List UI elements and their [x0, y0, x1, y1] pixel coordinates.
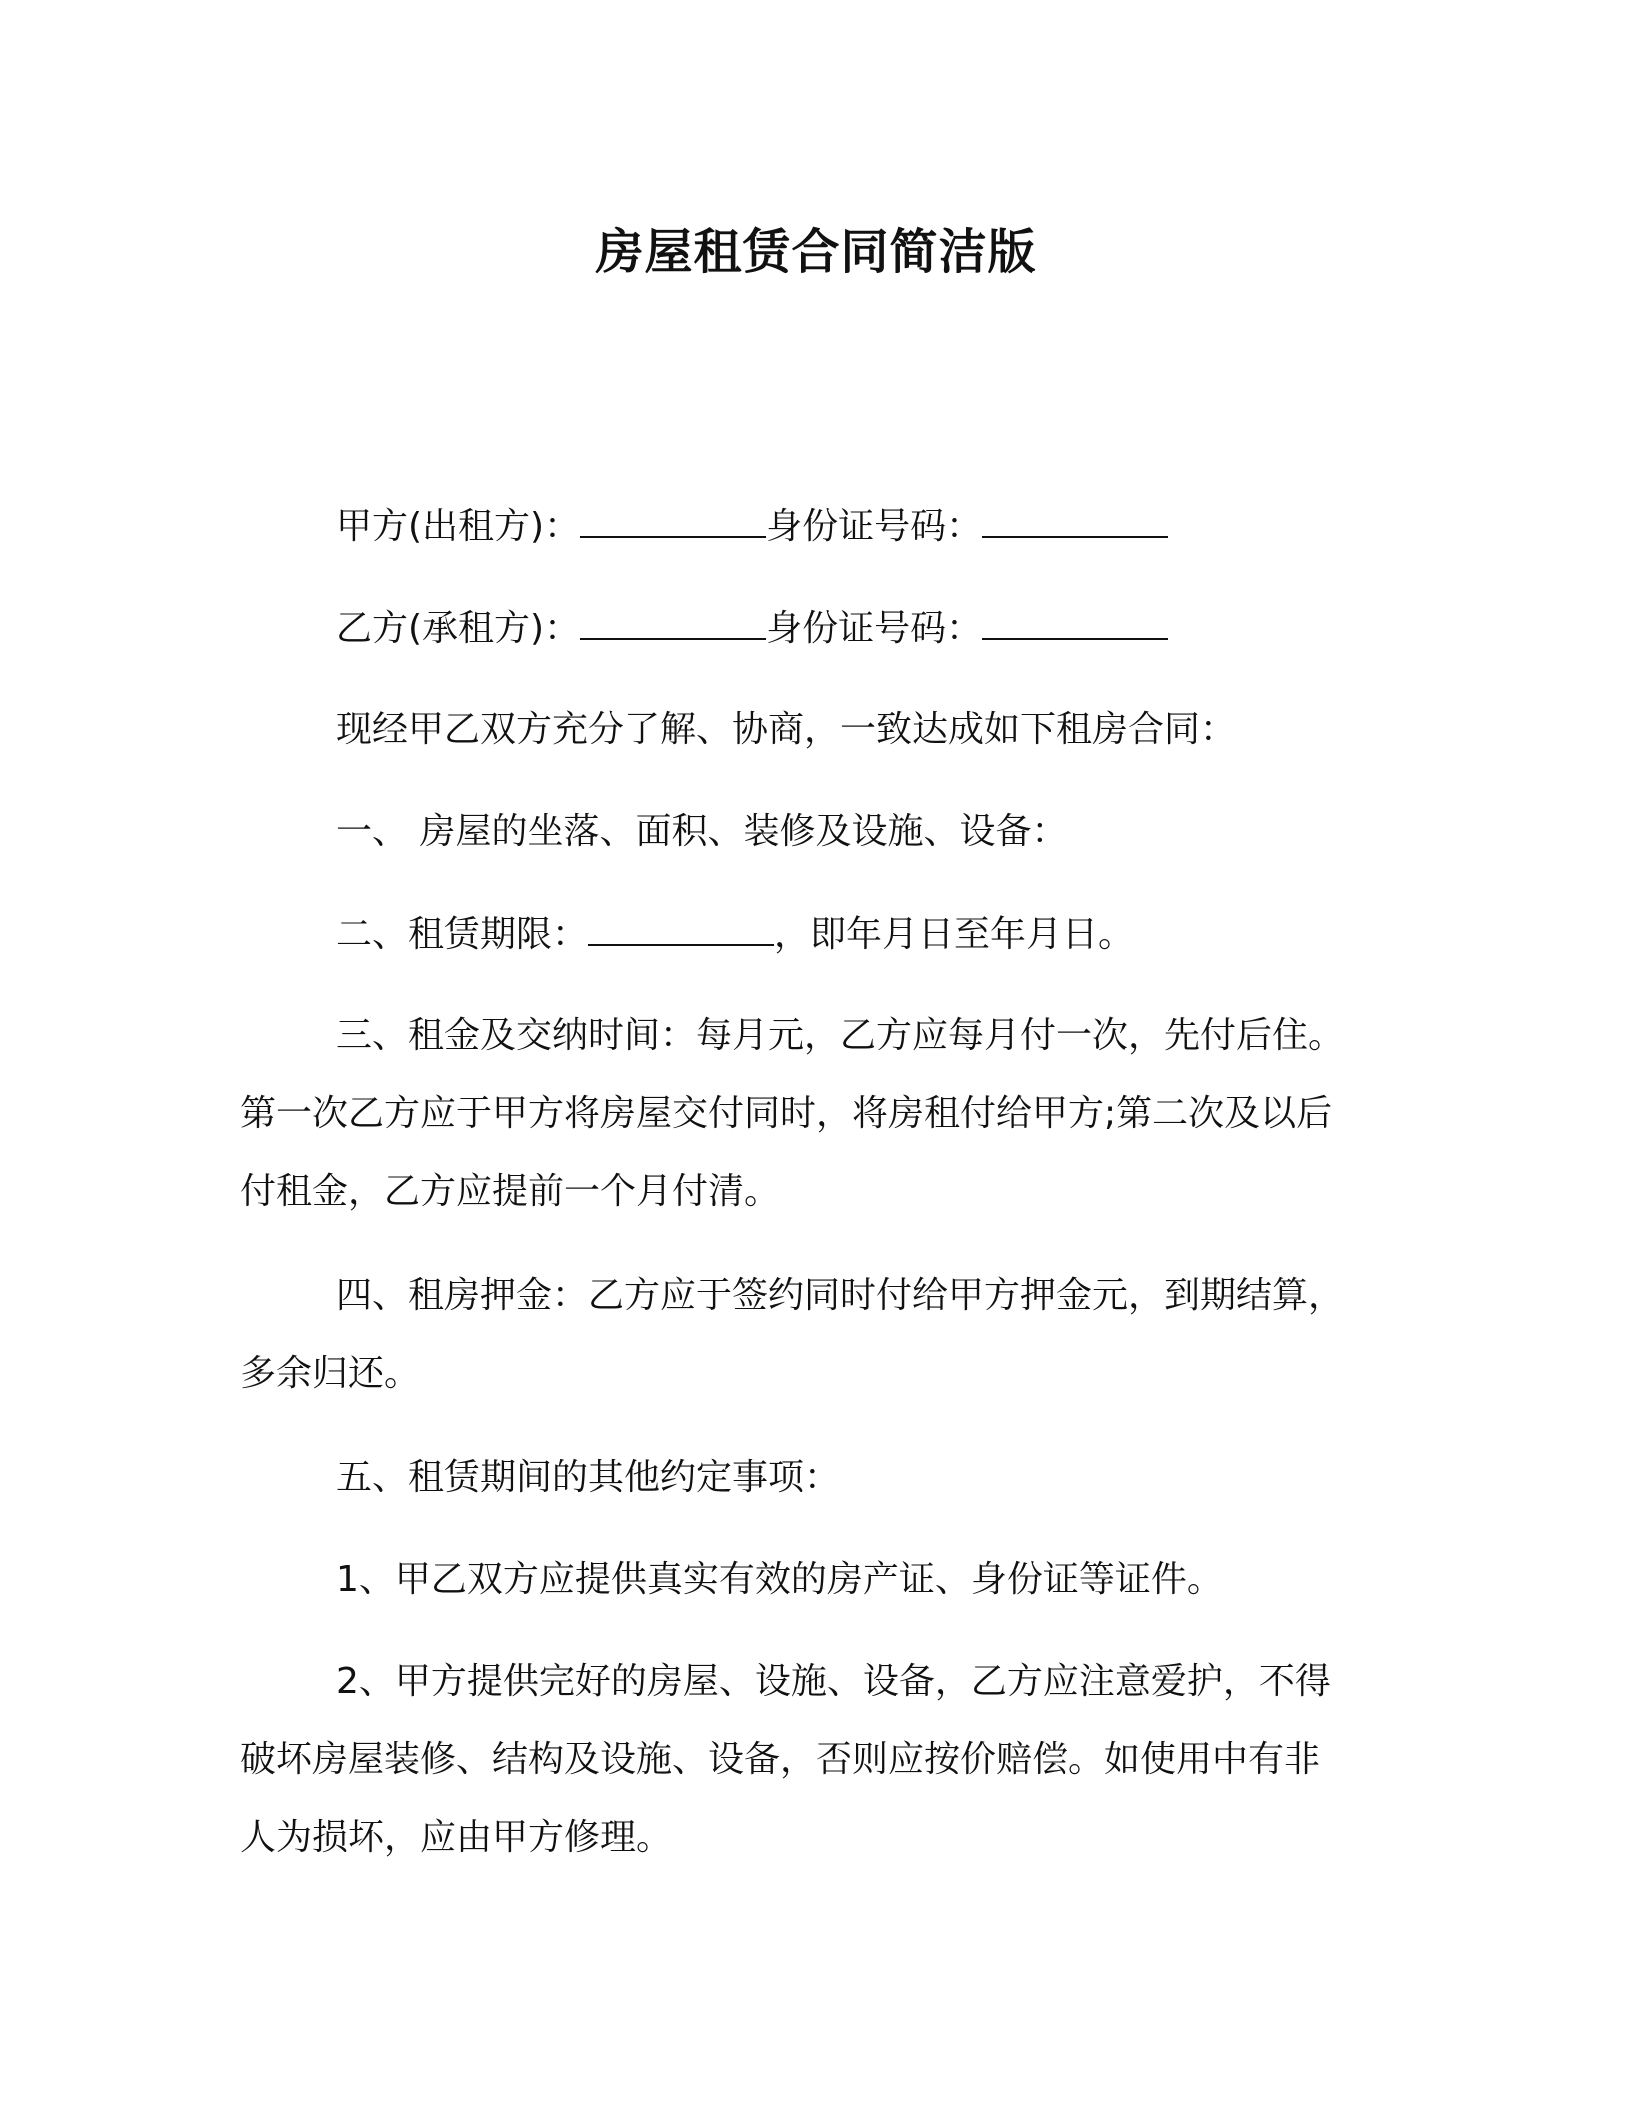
- party-a-id-blank: [982, 502, 1168, 538]
- party-a-id-label: 身份证号码：: [766, 506, 983, 547]
- party-a-label: 甲方(出租方)：: [336, 506, 581, 547]
- party-a-line: [336, 502, 1168, 551]
- party-b-name-blank: [580, 604, 766, 640]
- party-b-label: 乙方(承租方)：: [336, 608, 581, 649]
- clause-3-line-1: 三、租金及交纳时间：每月元，乙方应每月付一次，先付后住。: [336, 1015, 1345, 1056]
- intro-paragraph: 现经甲乙双方充分了解、协商，一致达成如下租房合同：: [336, 709, 1237, 750]
- clause-5: 五、租赁期间的其他约定事项：: [336, 1457, 841, 1498]
- clause-2: [336, 910, 1134, 959]
- lease-term-blank: [588, 910, 774, 946]
- clause-2-prefix: 二、租赁期限：: [336, 914, 589, 955]
- party-a-name-blank: [580, 502, 766, 538]
- item-2-line-1: 2、甲方提供完好的房屋、设施、设备，乙方应注意爱护，不得: [336, 1661, 1331, 1702]
- clause-3-line-3: 付租金，乙方应提前一个月付清。: [240, 1171, 781, 1212]
- clause-4-line-2: 多余归还。: [240, 1353, 421, 1394]
- page-title: 房屋租赁合同简洁版: [595, 224, 1037, 280]
- party-b-id-label: 身份证号码：: [766, 608, 983, 649]
- clause-3-line-2: 第一次乙方应于甲方将房屋交付同时，将房租付给甲方;第二次及以后: [240, 1093, 1333, 1134]
- clause-1: 一、 房屋的坐落、面积、装修及设施、设备：: [336, 811, 1068, 852]
- item-2-line-3: 人为损坏，应由甲方修理。: [240, 1817, 673, 1858]
- item-1: 1、甲乙双方应提供真实有效的房产证、身份证等证件。: [336, 1559, 1223, 1600]
- item-2-line-2: 破坏房屋装修、结构及设施、设备，否则应按价赔偿。如使用中有非: [240, 1739, 1321, 1780]
- party-b-id-blank: [982, 604, 1168, 640]
- party-b-line: [336, 604, 1168, 653]
- clause-2-suffix: ，即年月日至年月日。: [774, 914, 1135, 955]
- clause-4-line-1: 四、租房押金：乙方应于签约同时付给甲方押金元，到期结算，: [336, 1275, 1345, 1316]
